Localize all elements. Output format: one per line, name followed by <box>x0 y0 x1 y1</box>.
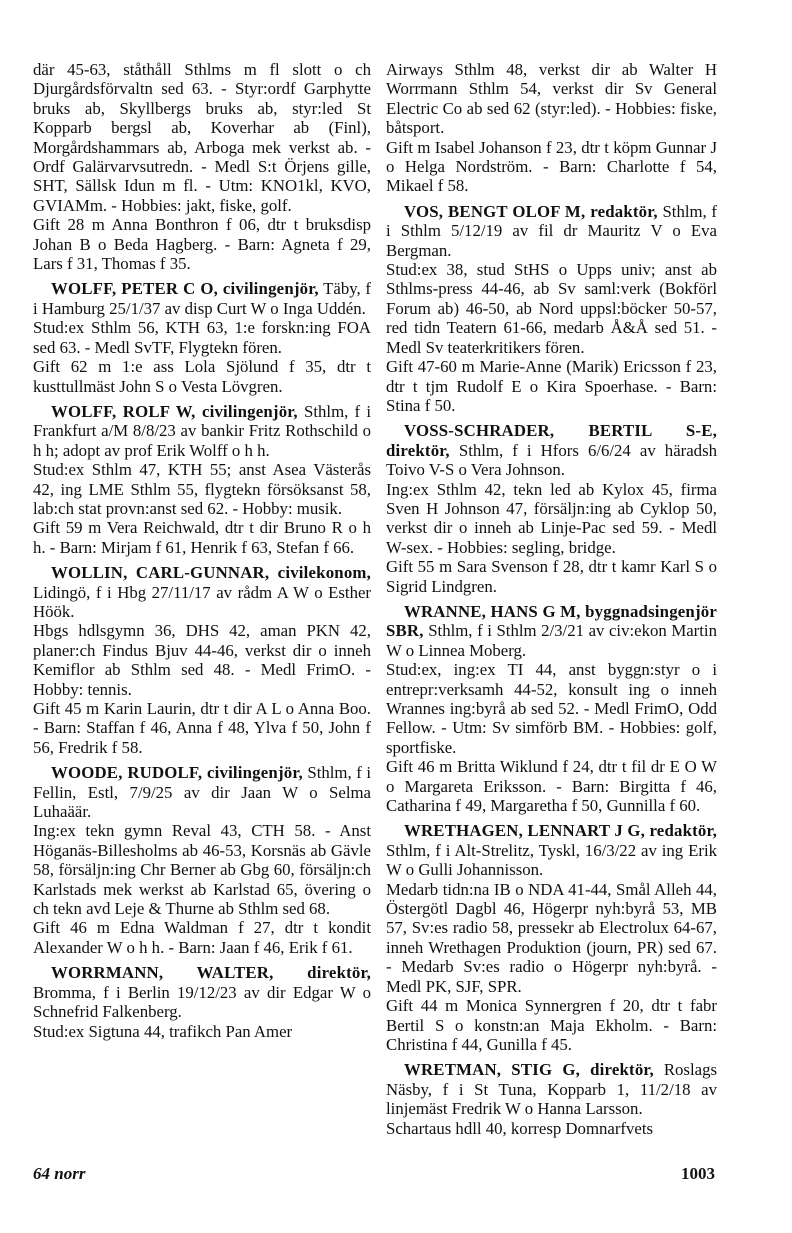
entry-role: redaktör, <box>585 201 658 221</box>
entry-paragraph <box>33 563 371 621</box>
entry-paragraph: Stud:ex Sthlm 47, KTH 55; anst Asea Västerås 42, ing LME Sthlm 55, flygtekn försöksanst 58, lab:ch stat provn:anst sed 62. - Hobby: musik. <box>33 460 371 518</box>
entry-name: WRANNE, HANS G M, <box>404 601 581 621</box>
entry-name: VOS, BENGT OLOF M, <box>404 201 586 221</box>
entry-text: Sthlm, f i Sthlm 2/3/21 av civ:ekon Martin W o Linnea Moberg. <box>386 621 717 660</box>
entry-paragraph: Stud:ex Sthlm 56, KTH 63, 1:e forskn:ing FOA sed 63. - Medl SvTF, Flygtekn fören. <box>33 318 371 357</box>
entry-paragraph: Hbgs hdlsgymn 36, DHS 42, aman PKN 42, planer:ch Findus Bjuv 44-46, verkst dir o inneh Kemiflor ab Sthlm sed 48. - Medl FrimO. - Hobby: tennis. <box>33 621 371 699</box>
left-column <box>33 60 371 1047</box>
entry-paragraph <box>33 279 371 318</box>
page-number: 1003 <box>681 1164 715 1183</box>
entry-text: Bromma, f i Berlin 19/12/23 av dir Edgar W o Schnefrid Falkenberg. <box>33 982 371 1022</box>
entry-paragraph: Gift 55 m Sara Svenson f 28, dtr t kamr Karl S o Sigrid Lindgren. <box>386 557 717 596</box>
entry-text: Lidingö, f i Hbg 27/11/17 av rådm A W o Esther Höök. <box>33 582 371 621</box>
entry-paragraph: Ing:ex Sthlm 42, tekn led ab Kylox 45, firma Sven H Johnson 47, försäljn:ing ab Cyklop 50, verkst dir o inneh ab Linje-Pac sed 59. - Medl W-sex. - Hobbies: segling, bridge. <box>386 479 717 557</box>
entry-text: Roslags Näsby, f i St Tuna, Kopparb 1, 11/2/18 av linjemäst Fredrik W o Hanna Larsson. <box>386 1060 717 1119</box>
entry-name: WRETMAN, STIG G, <box>404 1060 580 1080</box>
biography-entry <box>386 821 717 1054</box>
entry-paragraph: Stud:ex, ing:ex TI 44, anst byggn:styr o i entrepr:verksamh 44-52, konsult ing o inneh Wrannes ing:byrå ab sed 52. - Medl FrimO, Odd Fellow. - Utm: Sv simförb BM. - Hobbies: golf, sportfiske. <box>386 660 717 757</box>
entry-text: Sthlm, f i Fellin, Estl, 7/9/25 av dir Jaan W o Selma Luhaäär. <box>33 763 371 822</box>
biography-entry <box>386 202 717 415</box>
biography-entry <box>386 602 717 815</box>
entry-name: WORRMANN, WALTER, <box>51 963 274 983</box>
entry-paragraph: Schartaus hdll 40, korresp Domnarfvets <box>386 1118 654 1138</box>
entry-paragraph <box>33 763 371 821</box>
entry-text: Sthlm, f i Alt-Strelitz, Tyskl, 16/3/22 av ing Erik W o Gulli Johannisson. <box>386 840 717 880</box>
entry-name: WOODE, RUDOLF, <box>51 763 203 783</box>
entry-paragraph <box>386 202 717 260</box>
entry-text: Sthlm, f i Frankfurt a/M 8/8/23 av bankir Fritz Rothschild o h h; adopt av prof Erik Wolff o h h. <box>33 401 372 460</box>
entry-paragraph: Gift 46 m Britta Wiklund f 24, dtr t fil dr E O W o Margareta Eriksson. - Barn: Birgitta f 46, Catharina f 49, Margaretha f 50, Gunnilla f 60. <box>386 757 717 816</box>
biography-entry <box>33 402 371 557</box>
right-column <box>386 60 717 1144</box>
entry-paragraph: Ing:ex tekn gymn Reval 43, CTH 58. - Anst Höganäs-Billesholms ab 46-53, Korsnäs ab Gävle 58, försäljn:ing Chr Berner ab Gbg 60, försäljn:ch Karlstads mek werkst ab Karlstad 65, övering o ch tekn avd Leje & Thurne ab Sthlm sed 68. <box>33 821 371 919</box>
biography-entry <box>386 1060 717 1138</box>
entry-name: VOSS-SCHRADER, BERTIL S-E, <box>404 421 717 441</box>
entry-paragraph: Gift 47-60 m Marie-Anne (Marik) Ericsson f 23, dtr t tjm Rudolf E o Kira Spoerhase. - Barn: Stina f 50. <box>386 357 717 415</box>
entry-paragraph <box>33 402 371 460</box>
entry-paragraph <box>386 1060 717 1118</box>
entry-paragraph: Gift 59 m Vera Reichwald, dtr t dir Bruno R o h h. - Barn: Mirjam f 61, Henrik f 63, Stefan f 66. <box>33 518 371 557</box>
footer-section-label: 64 norr <box>33 1164 86 1183</box>
entry-name: WOLFF, ROLF W, <box>51 401 196 421</box>
entry-paragraph: Gift 45 m Karin Laurin, dtr t dir A L o Anna Boo. - Barn: Staffan f 46, Anna f 48, Ylva f 50, John f 56, Fredrik f 58. <box>33 699 371 757</box>
entry-paragraph: Gift 44 m Monica Synnergren f 20, dtr t fabr Bertil S o konstn:an Maja Ekholm. - Barn: Christina f 44, Gunilla f 45. <box>386 996 717 1054</box>
entry-role: civilingenjör, <box>217 279 319 299</box>
biography-entry <box>33 963 371 1041</box>
biography-entry <box>33 279 371 395</box>
entry-role: civilingenjör, <box>195 401 298 421</box>
entry-name: WRETHAGEN, LENNART J G, <box>404 821 646 841</box>
entry-paragraph: Gift 46 m Edna Waldman f 27, dtr t kondit Alexander W o h h. - Barn: Jaan f 46, Erik f 61. <box>33 918 371 957</box>
biography-entry <box>386 60 717 196</box>
entry-paragraph: Airways Sthlm 48, verkst dir ab Walter H Worrmann Sthlm 54, verkst dir Sv General Electric Co ab sed 62 (styr:led). - Hobbies: fiske, båtsport. <box>386 60 717 138</box>
entry-text: Sthlm, f i Sthlm 5/12/19 av fil dr Mauritz V o Eva Bergman. <box>386 201 717 260</box>
entry-role: redaktör, <box>645 821 717 841</box>
biography-entry <box>386 421 717 596</box>
entry-paragraph: Stud:ex Sigtuna 44, trafikch Pan Amer <box>33 1021 293 1041</box>
entry-role: civilekonom, <box>269 563 371 583</box>
biography-entry <box>33 60 371 273</box>
entry-role: byggnadsingenjör SBR, <box>386 601 717 641</box>
entry-paragraph <box>386 821 717 879</box>
entry-paragraph: där 45-63, ståthåll Sthlms m fl slott o ch Djurgårdsförvaltn sed 63. - Styr:ordf Garphytte bruks ab, Skyllbergs bruks ab, styr:led St Kopparb bergsl ab, Koverhar ab (Finl), Morgårdshammars ab, Arboga mek verkst ab. - Ordf Galärvarvsutredn. - Medl S:t Örjens gille, SHT, Sällsk Idun m fl. - Utm: KNO1kl, KVO, GVIAMm. - Hobbies: jakt, fiske, golf. <box>33 60 371 215</box>
entry-role: direktör, <box>273 963 371 983</box>
entry-name: WOLFF, PETER C O, <box>51 279 218 299</box>
entry-paragraph: Gift m Isabel Johanson f 23, dtr t köpm Gunnar J o Helga Nordström. - Barn: Charlotte f 54, Mikael f 58. <box>386 137 717 196</box>
entry-paragraph: Gift 28 m Anna Bonthron f 06, dtr t bruksdisp Johan B o Beda Hagberg. - Barn: Agneta f 29, Lars f 31, Thomas f 35. <box>33 215 371 274</box>
biography-entry <box>33 763 371 957</box>
entry-paragraph: Stud:ex 38, stud StHS o Upps univ; anst ab Sthlms-press 44-46, ab Sv saml:verk (Bokförl Forum ab) 46-50, ab Nord uppsl:böcker 50-57, red tidn Teatern 61-66, medarb Å&Å sed 51. - Medl Sv teaterkritikers fören. <box>386 260 717 357</box>
entry-role: direktör, <box>579 1060 654 1080</box>
entry-name: WOLLIN, CARL-GUNNAR, <box>51 563 270 583</box>
entry-paragraph <box>386 421 717 479</box>
entry-role: direktör, <box>386 440 450 460</box>
entry-paragraph: Medarb tidn:na IB o NDA 41-44, Smål Alleh 44, Östergötl Dagbl 46, Högerpr nyh:byrå 53, MB 57, Sv:es radio 58, pressekr ab Electrolux 64-67, inneh Wrethagen Produktion (journ, PR) sed 67. - Medarb Sv:es radio o Högerpr nyh:byrå. - Medl PK, SJF, SPR. <box>386 879 717 996</box>
entry-text: Täby, f i Hamburg 25/1/37 av disp Curt W o Inga Uddén. <box>33 279 371 318</box>
entry-paragraph: Gift 62 m 1:e ass Lola Sjölund f 35, dtr t kusttullmäst John S o Vesta Lövgren. <box>33 357 371 396</box>
entry-text: Sthlm, f i Hfors 6/6/24 av häradsh Toivo V-S o Vera Johnson. <box>386 440 717 480</box>
entry-role: civilingenjör, <box>202 763 303 783</box>
entry-paragraph <box>33 963 371 1021</box>
entry-paragraph <box>386 602 717 660</box>
biography-entry <box>33 563 371 757</box>
